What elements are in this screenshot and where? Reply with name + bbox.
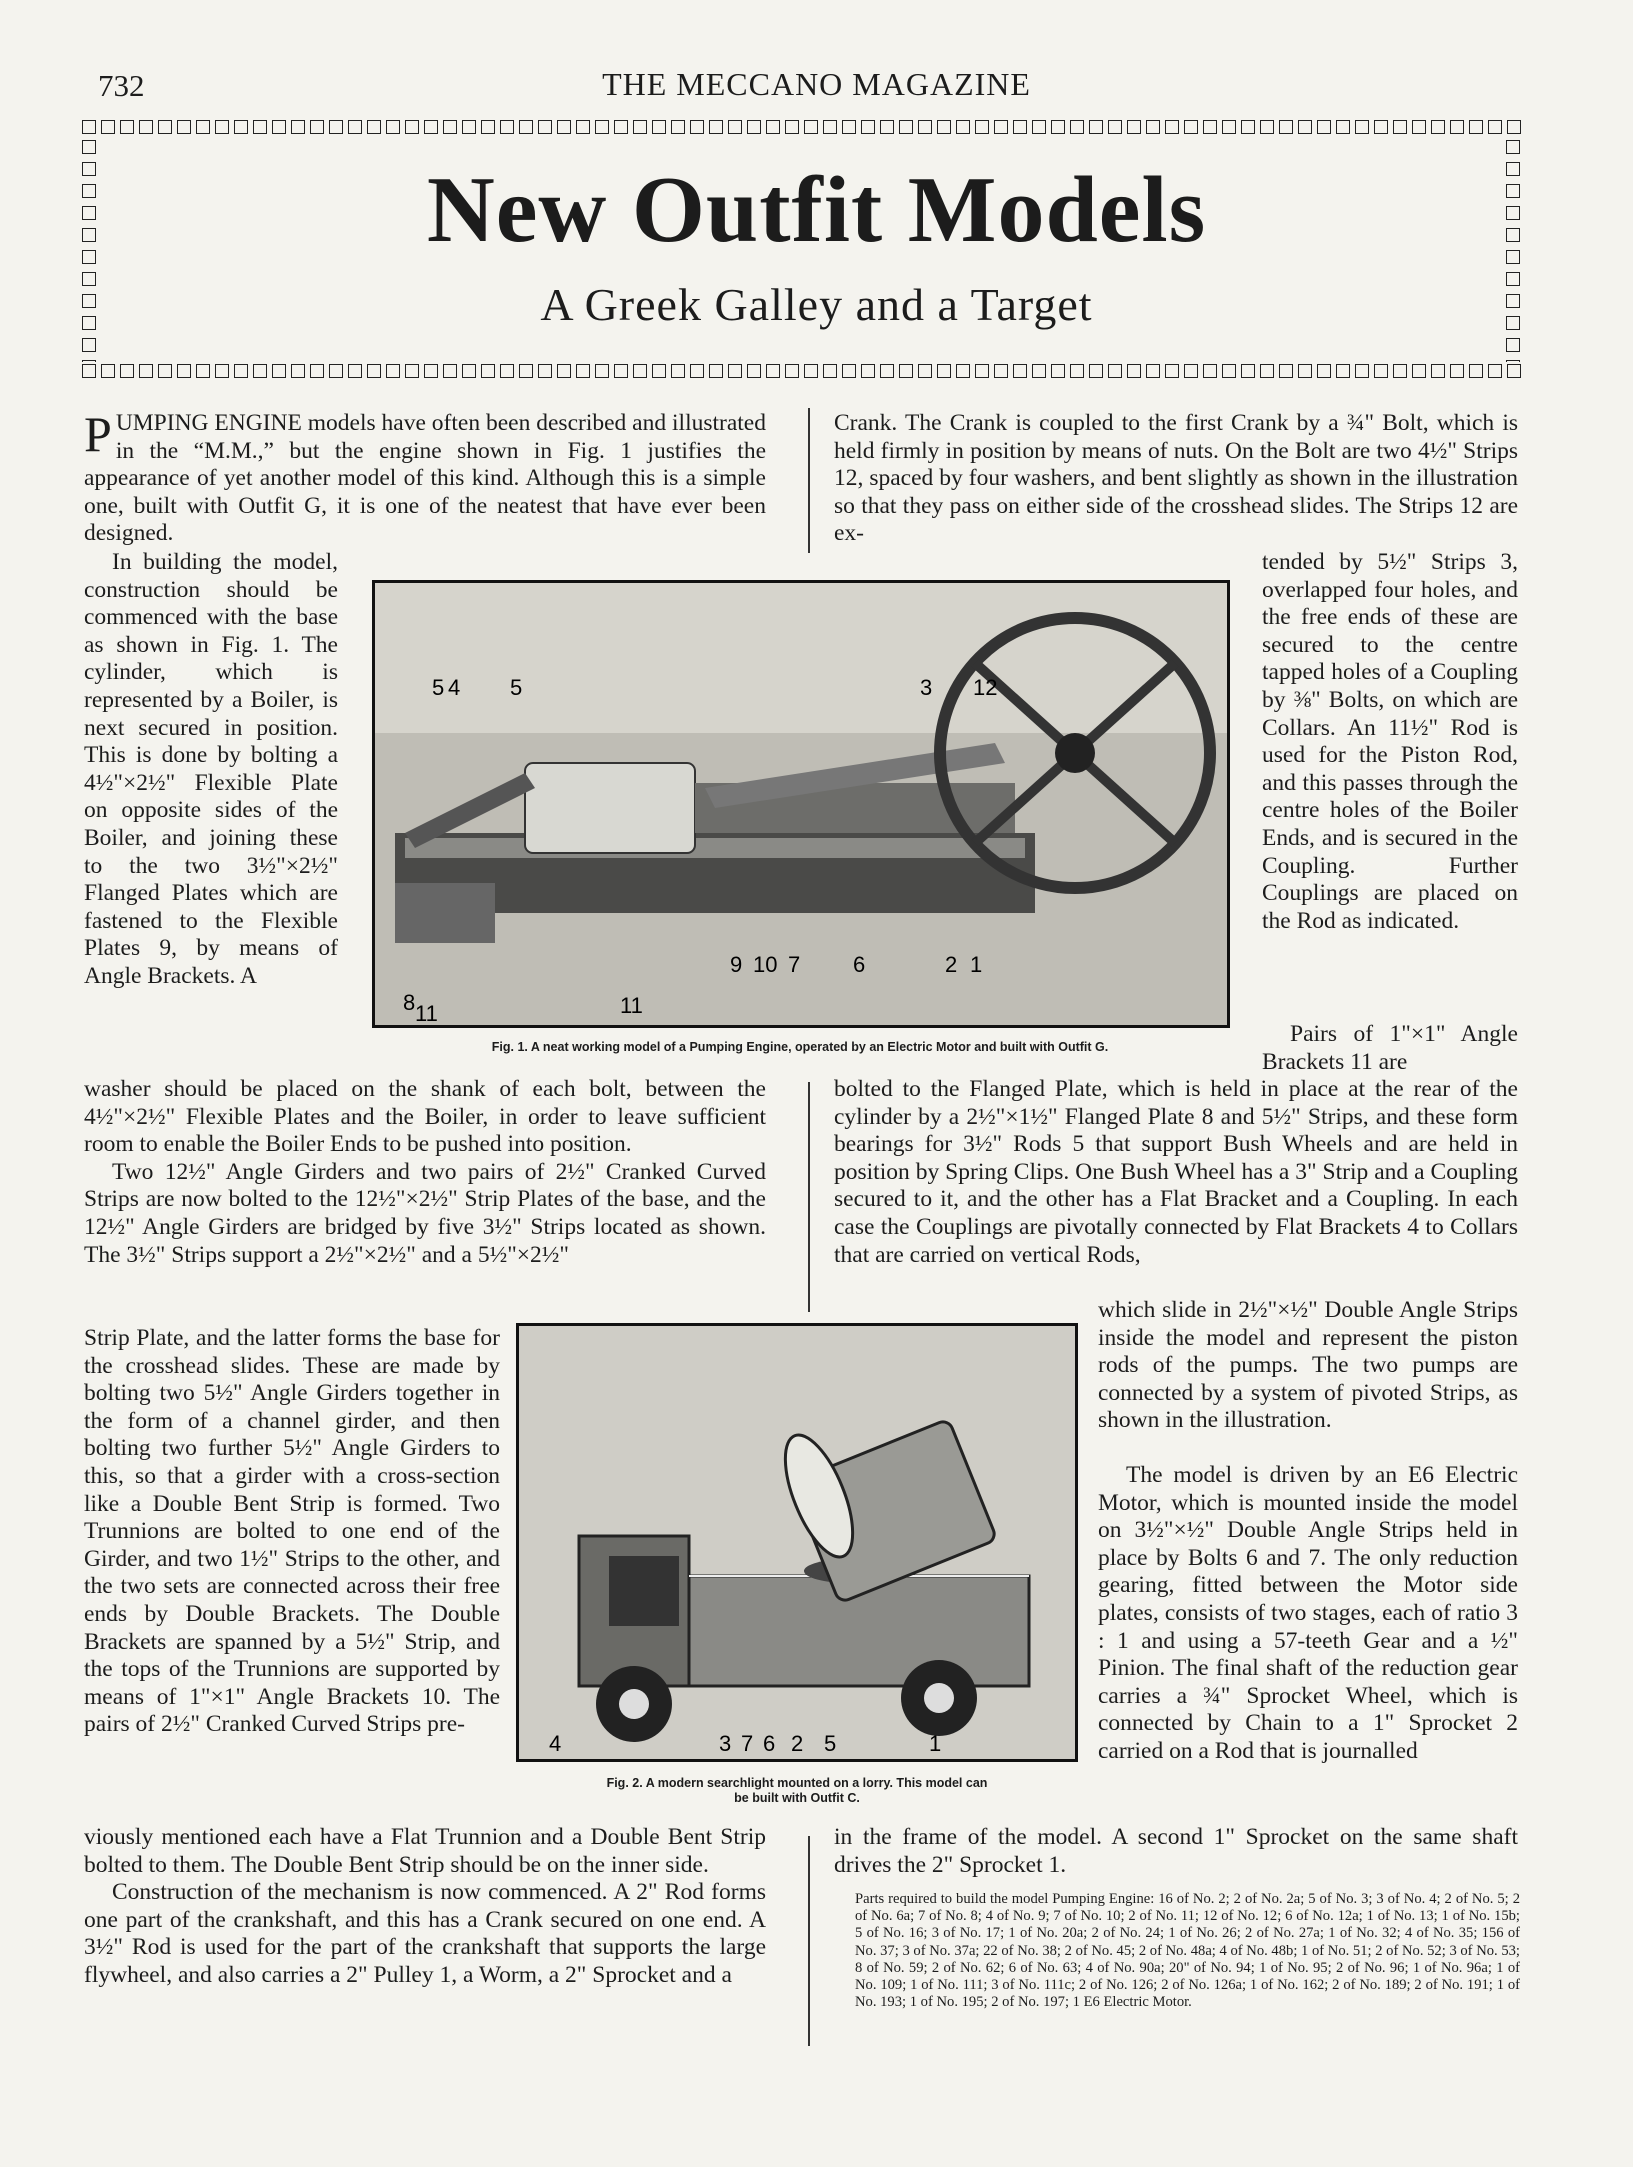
parts-list: Parts required to build the model Pumping Engine: 16 of No. 2; 2 of No. 2a; 5 of No. 3; 3 of No. 4; 2 of No. 5; 2 of No. 6a; 7 of No. 8; 4 of No. 9; 7 of No. 10; 2 of No. 11; 12 of No. 12; 6 of No. 12a; 1 of No. 13; 1 of No. 15b; 5 of No. 16; 3 of No. 17; 1 of No. 20a; 2 of No. 24; 1 of No. 26; 2 of No. 27a; 1 of No. 32; 4 of No. 35; 156 of No. 37; 3 of No. 37a; 22 of No. 38; 2 of No. 45; 2 of No. 48a; 4 of No. 48b; 1 of No. 51; 2 of No. 52; 3 of No. 53; 8 of No. 59; 2 of No. 62; 6 of No. 63; 4 of No. 90a; 20" of No. 94; 1 of No. 95; 2 of No. 96; 1 of No. 96a; 1 of No. 109; 1 of No. 111; 3 of No. 111c; 2 of No. 126; 2 of No. 126a; 1 of No. 162; 2 of No. 189; 2 of No. 191; 1 of No. 193; 1 of No. 195; 2 of No. 197; 1 E6 Electric Motor. xyxy=(855,1891,1520,2011)
frame-square xyxy=(728,364,742,378)
frame-square xyxy=(1488,120,1502,134)
frame-square xyxy=(1374,120,1388,134)
paragraph: viously mentioned each have a Flat Trunnion and a Double Bent Strip bolted to them. The Double Bent Strip should be on the inner side. xyxy=(84,1824,766,1878)
fig2-label: 3 xyxy=(719,1731,732,1756)
frame-square xyxy=(234,120,248,134)
column-rule xyxy=(808,1836,810,2046)
frame-square xyxy=(1032,120,1046,134)
frame-top-border xyxy=(82,120,1522,134)
frame-square xyxy=(120,364,134,378)
frame-square xyxy=(1241,364,1255,378)
frame-square xyxy=(690,120,704,134)
frame-square xyxy=(158,364,172,378)
frame-square xyxy=(1279,120,1293,134)
frame-square xyxy=(1298,120,1312,134)
searchlight-lorry-image xyxy=(519,1326,1075,1759)
frame-square xyxy=(443,364,457,378)
frame-square xyxy=(1165,120,1179,134)
frame-square xyxy=(671,120,685,134)
figure-2-photo xyxy=(516,1323,1078,1762)
frame-square xyxy=(1184,364,1198,378)
frame-square xyxy=(861,120,875,134)
article-col2-narrow-b: Pairs of 1"×1" Angle Brackets 11 are xyxy=(1262,1021,1518,1075)
frame-square xyxy=(1506,338,1520,352)
frame-square xyxy=(861,364,875,378)
frame-square xyxy=(538,120,552,134)
frame-square xyxy=(671,364,685,378)
fig1-label: 11 xyxy=(620,993,643,1018)
frame-square xyxy=(1506,140,1520,154)
frame-square xyxy=(557,364,571,378)
subheadline: A Greek Galley and a Target xyxy=(540,279,1093,330)
frame-square xyxy=(1298,364,1312,378)
frame-square xyxy=(1336,364,1350,378)
frame-square xyxy=(1374,364,1388,378)
frame-square xyxy=(101,120,115,134)
fig2-label: 4 xyxy=(549,1731,562,1756)
frame-square xyxy=(1089,120,1103,134)
frame-square xyxy=(975,364,989,378)
frame-square xyxy=(310,364,324,378)
frame-square xyxy=(272,120,286,134)
frame-square xyxy=(120,120,134,134)
frame-square xyxy=(1165,364,1179,378)
frame-square xyxy=(842,120,856,134)
frame-square xyxy=(595,364,609,378)
article-col2-narrow: tended by 5½" Strips 3, overlapped four holes, and the free ends of these are secured to the centre tapped holes of a Coupling by ⅜" Bolts, on which are Collars. An 11½" Rod is used for the Piston Rod, and this passes through the centre holes of the Boiler Ends, and is secured in the Coupling. Further Couplings are placed on the Rod as indicated. xyxy=(1262,549,1518,934)
frame-square xyxy=(1336,120,1350,134)
frame-square xyxy=(652,120,666,134)
frame-square xyxy=(196,364,210,378)
figure-1-caption: Fig. 1. A neat working model of a Pumping Engine, operated by an Electric Motor and built with Outfit G. xyxy=(491,1040,1109,1054)
frame-square xyxy=(1506,360,1520,362)
frame-square xyxy=(1127,120,1141,134)
column-rule xyxy=(808,1082,810,1312)
frame-square xyxy=(1279,364,1293,378)
fig2-label: 7 xyxy=(741,1731,754,1756)
frame-square xyxy=(177,120,191,134)
frame-square xyxy=(842,364,856,378)
fig2-label: 5 xyxy=(824,1731,837,1756)
headline: New Outfit Models xyxy=(426,158,1207,262)
frame-square xyxy=(576,364,590,378)
frame-square xyxy=(576,120,590,134)
fig1-label: 3 xyxy=(920,675,933,700)
article-col2-bottom: in the frame of the model. A second 1" Sprocket on the same shaft drives the 2" Sprocket 1. xyxy=(834,1824,1518,1878)
frame-square xyxy=(196,120,210,134)
figure-2-caption xyxy=(516,1776,1078,1806)
fig1-label: 8 xyxy=(403,990,416,1015)
frame-square xyxy=(1469,120,1483,134)
frame-square xyxy=(614,364,628,378)
fig1-label: 2 xyxy=(945,952,958,977)
frame-square xyxy=(709,120,723,134)
frame-square xyxy=(1260,364,1274,378)
frame-square xyxy=(291,120,305,134)
frame-square xyxy=(747,120,761,134)
frame-square xyxy=(367,364,381,378)
frame-square xyxy=(1507,120,1521,134)
fig1-label: 4 xyxy=(448,675,461,700)
frame-square xyxy=(1146,364,1160,378)
frame-square xyxy=(462,364,476,378)
frame-square xyxy=(899,120,913,134)
page-number: 732 xyxy=(98,68,145,103)
frame-square xyxy=(1203,120,1217,134)
frame-square xyxy=(1317,364,1331,378)
frame-square xyxy=(82,360,96,362)
frame-square xyxy=(500,364,514,378)
frame-square xyxy=(215,120,229,134)
fig2-label: 6 xyxy=(763,1731,776,1756)
frame-square xyxy=(1013,120,1027,134)
fig1-label: 9 xyxy=(730,952,743,977)
frame-square xyxy=(690,364,704,378)
frame-square xyxy=(557,120,571,134)
frame-square xyxy=(1222,364,1236,378)
pumping-engine-image xyxy=(375,583,1227,1025)
frame-square xyxy=(500,120,514,134)
frame-square xyxy=(1412,120,1426,134)
frame-square xyxy=(538,364,552,378)
frame-square xyxy=(652,364,666,378)
frame-square xyxy=(823,120,837,134)
caption-line: Fig. 2. A modern searchlight mounted on a lorry. This model can xyxy=(606,1776,988,1790)
frame-square xyxy=(1070,364,1084,378)
frame-square xyxy=(956,364,970,378)
fig2-label: 2 xyxy=(791,1731,804,1756)
frame-bottom-border xyxy=(82,364,1522,378)
intro-paragraph: UMPING ENGINE models have often been described and illustrated in the “M.M.,” but the engine shown in Fig. 1 justifies the appearance of yet another model of this kind. Although this is a simple one, built with Outfit G, it is one of the neatest that have ever been designed. xyxy=(84,410,766,547)
frame-square xyxy=(329,364,343,378)
frame-square xyxy=(1317,120,1331,134)
article-col1-bottom xyxy=(84,1824,766,1990)
frame-square xyxy=(994,364,1008,378)
fig1-label: 12 xyxy=(973,675,998,700)
frame-square xyxy=(329,120,343,134)
running-title: THE MECCANO MAGAZINE xyxy=(602,66,1031,102)
frame-square xyxy=(918,120,932,134)
frame-square xyxy=(519,120,533,134)
fig1-label: 5 xyxy=(510,675,523,700)
caption-line: be built with Outfit C. xyxy=(734,1791,860,1805)
frame-square xyxy=(1393,120,1407,134)
frame-square xyxy=(215,364,229,378)
frame-square xyxy=(633,364,647,378)
frame-square xyxy=(728,120,742,134)
fig1-label: 6 xyxy=(853,952,866,977)
article-col1-narrow2: Strip Plate, and the latter forms the base for the crosshead slides. These are made by bolting two 5½" Angle Girders together in the form of a channel girder, and then bolting two further 5½" Angle Girders to this, so that a girder with a cross-section like a Double Bent Strip is formed. Two Trunnions are bolted to one end of the Girder, and two 1½" Strips to the other, and the two sets are connected across their free ends by Double Brackets. The Double Brackets are spanned by a 5½" Strip, and the tops of the Trunnions are supported by means of 1"×1" Angle Brackets 10. The pairs of 2½" Cranked Curved Strips pre- xyxy=(84,1325,500,1738)
frame-square xyxy=(1488,364,1502,378)
frame-square xyxy=(1412,364,1426,378)
article-col1-mid xyxy=(84,1076,766,1269)
frame-square xyxy=(462,120,476,134)
frame-square xyxy=(899,364,913,378)
frame-square xyxy=(1051,364,1065,378)
frame-square xyxy=(1108,120,1122,134)
fig1-label: 10 xyxy=(753,952,778,977)
column-rule xyxy=(808,408,810,553)
paragraph: washer should be placed on the shank of each bolt, between the 4½"×2½" Flexible Plates and the Boiler, in order to leave sufficient room to enable the Boiler Ends to be pushed into position. xyxy=(84,1076,766,1158)
frame-square xyxy=(1013,364,1027,378)
frame-square xyxy=(804,120,818,134)
frame-square xyxy=(82,364,96,378)
frame-square xyxy=(310,120,324,134)
frame-square xyxy=(101,364,115,378)
frame-square xyxy=(82,140,96,154)
frame-square xyxy=(367,120,381,134)
frame-square xyxy=(291,364,305,378)
frame-square xyxy=(880,120,894,134)
frame-square xyxy=(1355,120,1369,134)
frame-square xyxy=(82,120,96,134)
frame-square xyxy=(1260,120,1274,134)
frame-square xyxy=(956,120,970,134)
frame-square xyxy=(481,364,495,378)
article-col2-narrow2: which slide in 2½"×½" Double Angle Strips inside the model and represent the piston rods of the pumps. The two pumps are connected by a system of pivoted Strips, as shown in the illustration. xyxy=(1098,1297,1518,1434)
frame-square xyxy=(348,364,362,378)
frame-square xyxy=(975,120,989,134)
fig1-label: 1 xyxy=(970,952,983,977)
article-col1-narrow: In building the model, construction should be commenced with the base as shown in Fig. 1. The cylinder, which is represented by a Boiler, is next secured in position. This is done by bolting a 4½"×2½" Flexible Plate on opposite sides of the Boiler, and joining these to the two 3½"×2½" Flanged Plates which are fastened to the Flexible Plates 9, by means of Angle Brackets. A xyxy=(84,549,338,989)
frame-square xyxy=(1450,364,1464,378)
drop-cap: P xyxy=(84,406,112,462)
frame-square xyxy=(804,364,818,378)
frame-square xyxy=(139,364,153,378)
frame-square xyxy=(158,120,172,134)
frame-square xyxy=(82,338,96,352)
article-col1-top xyxy=(84,406,766,548)
frame-square xyxy=(139,120,153,134)
frame-square xyxy=(348,120,362,134)
frame-square xyxy=(1450,120,1464,134)
frame-square xyxy=(918,364,932,378)
frame-square xyxy=(405,364,419,378)
frame-square xyxy=(766,120,780,134)
frame-square xyxy=(1108,364,1122,378)
frame-square xyxy=(937,120,951,134)
article-col2-top: Crank. The Crank is coupled to the first Crank by a ¾" Bolt, which is held firmly in position by means of nuts. On the Bolt are two 4½" Strips 12, spaced by four washers, and bent slightly as shown in the illustration so that they pass on either side of the crosshead slides. The Strips 12 are ex- xyxy=(834,410,1518,547)
frame-square xyxy=(1032,364,1046,378)
frame-square xyxy=(177,364,191,378)
frame-square xyxy=(1127,364,1141,378)
frame-square xyxy=(1393,364,1407,378)
frame-square xyxy=(880,364,894,378)
frame-square xyxy=(1507,364,1521,378)
frame-square xyxy=(785,120,799,134)
fig2-label: 1 xyxy=(929,1731,942,1756)
frame-square xyxy=(386,364,400,378)
frame-square xyxy=(253,364,267,378)
fig1-label: 5 xyxy=(432,675,445,700)
article-col2-mid: bolted to the Flanged Plate, which is held in place at the rear of the cylinder by a 2½"×1½" Flanged Plate 8 and 5½" Strips, and these form bearings for 3½" Rods 5 that support Bush Wheels and are held in position by Spring Clips. One Bush Wheel has a 3" Strip and a Coupling secured to it, and the other has a Flat Bracket and a Coupling. In each case the Couplings are pivotally connected by Flat Brackets 4 to Collars that are carried on vertical Rods, xyxy=(834,1076,1518,1268)
frame-square xyxy=(1431,364,1445,378)
article-col2-narrow3: The model is driven by an E6 Electric Motor, which is mounted inside the model on 3½"×½" Double Angle Strips held in place by Bolts 6 and 7. The only reduction gearing, fitted between the Motor side plates, consists of two stages, each of ratio 3 : 1 and using a 57-teeth Gear and a ½" Pinion. The final shaft of the reduction gear carries a ¾" Sprocket Wheel, which is connected by Chain to a 1" Sprocket 2 carried on a Rod that is journalled xyxy=(1098,1462,1518,1764)
frame-square xyxy=(994,120,1008,134)
fig1-label: 7 xyxy=(788,952,801,977)
frame-square xyxy=(1184,120,1198,134)
frame-square xyxy=(443,120,457,134)
frame-square xyxy=(633,120,647,134)
frame-square xyxy=(1203,364,1217,378)
frame-square xyxy=(1051,120,1065,134)
frame-square xyxy=(272,364,286,378)
frame-square xyxy=(424,364,438,378)
frame-square xyxy=(709,364,723,378)
frame-square xyxy=(1241,120,1255,134)
frame-square xyxy=(253,120,267,134)
frame-square xyxy=(424,120,438,134)
frame-square xyxy=(1146,120,1160,134)
frame-square xyxy=(1222,120,1236,134)
frame-square xyxy=(614,120,628,134)
frame-square xyxy=(747,364,761,378)
frame-square xyxy=(766,364,780,378)
frame-square xyxy=(1070,120,1084,134)
frame-square xyxy=(1469,364,1483,378)
frame-square xyxy=(1355,364,1369,378)
frame-square xyxy=(595,120,609,134)
paragraph: Construction of the mechanism is now commenced. A 2" Rod forms one part of the crankshaft, and this has a Crank secured on one end. A 3½" Rod is used for the part of the crankshaft that supports the large flywheel, and also carries a 2" Pulley 1, a Worm, a 2" Sprocket and a xyxy=(84,1879,766,1988)
fig1-label: 11 xyxy=(415,1001,438,1026)
frame-square xyxy=(519,364,533,378)
frame-square xyxy=(1089,364,1103,378)
paragraph: Two 12½" Angle Girders and two pairs of 2½" Cranked Curved Strips are now bolted to the 12½"×2½" Strip Plates of the base, and the 12½" Angle Girders are bridged by five 3½" Strips located as shown. The 3½" Strips support a 2½"×2½" and a 5½"×2½" xyxy=(84,1158,766,1268)
frame-square xyxy=(234,364,248,378)
frame-square xyxy=(785,364,799,378)
frame-square xyxy=(1431,120,1445,134)
figure-1-photo xyxy=(372,580,1230,1028)
frame-square xyxy=(386,120,400,134)
frame-square xyxy=(405,120,419,134)
frame-square xyxy=(937,364,951,378)
frame-square xyxy=(823,364,837,378)
frame-square xyxy=(481,120,495,134)
